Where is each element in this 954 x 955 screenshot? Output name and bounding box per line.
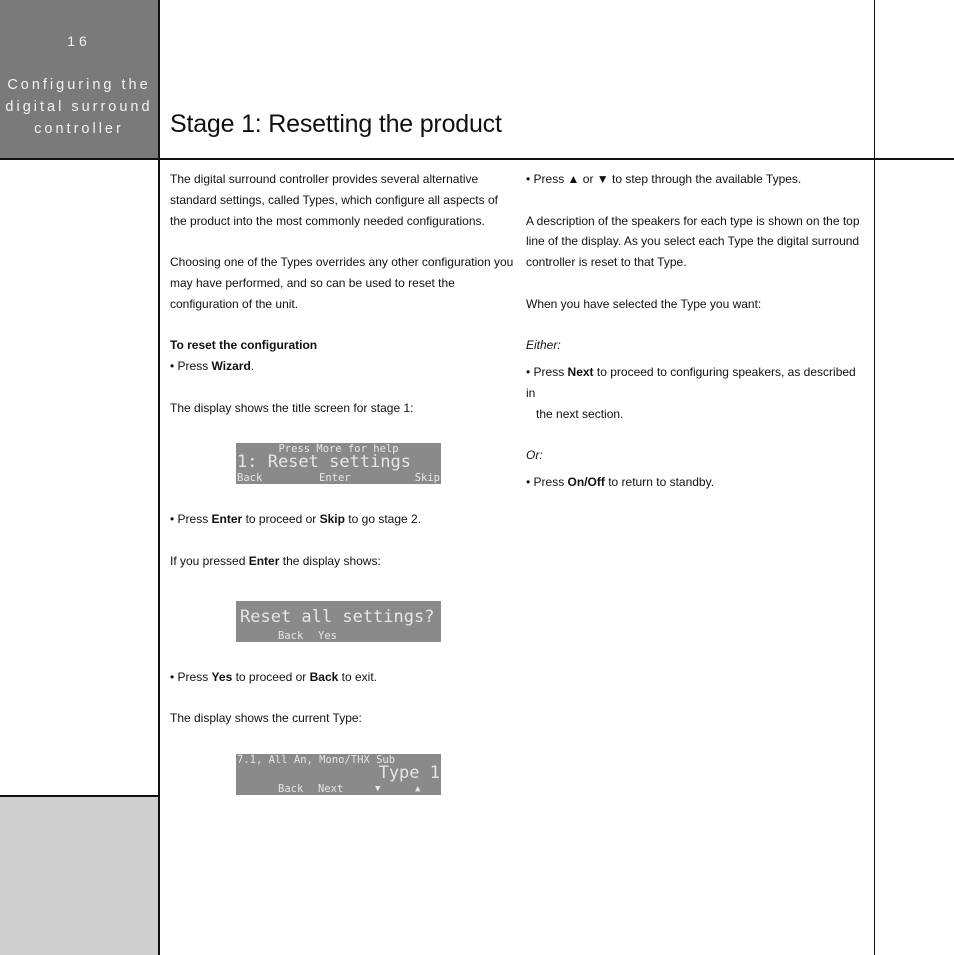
skip-key: Skip xyxy=(319,512,345,527)
lcd-back-label: Back xyxy=(278,783,304,796)
if-enter-paragraph: If you pressed Enter the display shows: xyxy=(170,553,381,568)
enter-key: Enter xyxy=(211,512,243,527)
down-arrow-icon: ▼ xyxy=(596,172,609,186)
section-title-line: Configuring the xyxy=(7,77,151,93)
when-paragraph: When you have selected the Type you want: xyxy=(526,296,762,311)
overrides-paragraph: Choosing one of the Types overrides any other configuration you may have performed, and so can be used to reset the configuration of the unit. xyxy=(170,255,514,311)
step-press-next-cont: the next section. xyxy=(536,406,624,421)
lcd-line-1: Press More for help xyxy=(278,443,399,456)
page-title: Stage 1: Resetting the product xyxy=(170,110,502,138)
lcd-line-2: 1: Reset settings xyxy=(237,452,411,473)
intro-paragraph: The digital surround controller provides several alternative standard settings, called Types, which configure all aspects of the product into the most commonly needed configurations. xyxy=(170,172,498,228)
lcd-reset-confirm xyxy=(236,601,441,642)
section-title xyxy=(0,74,158,140)
lcd-skip-label: Skip xyxy=(414,472,440,485)
back-key: Back xyxy=(309,669,339,684)
sidebar-rule xyxy=(0,795,159,797)
section-title-line: digital surround xyxy=(5,99,153,115)
lcd-current-type xyxy=(236,754,441,795)
lcd-back-label: Back xyxy=(278,629,304,642)
yes-key: Yes xyxy=(211,669,233,684)
display-caption-title: The display shows the title screen for stage 1: xyxy=(170,400,414,415)
either-label: Either: xyxy=(526,338,561,353)
lcd-back-label: Back xyxy=(237,472,263,485)
lcd-next-label: Next xyxy=(318,783,344,796)
reset-heading: To reset the configuration xyxy=(170,338,318,353)
step-press-next: • Press Next to proceed to configuring speakers, as described in xyxy=(526,365,856,400)
down-arrow-icon: ▼ xyxy=(375,784,381,795)
sidebar-header xyxy=(0,0,158,158)
lcd-yes-label: Yes xyxy=(318,629,337,642)
description-paragraph: A description of the speakers for each type is shown on the top line of the display. As you select each Type the digital surround controller is reset to that Type. xyxy=(526,213,860,270)
lcd-line-1: 7.1, All An, Mono/THX Sub xyxy=(237,754,396,767)
left-margin-rule xyxy=(158,0,160,955)
up-arrow-icon: ▲ xyxy=(415,784,421,795)
or-label: Or: xyxy=(526,448,543,463)
left-column xyxy=(170,169,515,795)
header-rule xyxy=(0,158,954,160)
lcd-line-2: Type 1 xyxy=(378,763,440,784)
section-title-line: controller xyxy=(34,121,124,137)
step-press-onoff: • Press On/Off to return to standby. xyxy=(526,475,715,490)
onoff-key: On/Off xyxy=(567,475,605,490)
step-arrows: • Press ▲ or ▼ to step through the available Types. xyxy=(526,172,802,186)
lcd-title-screen xyxy=(236,443,441,484)
wizard-key: Wizard xyxy=(211,359,251,374)
display-caption-type: The display shows the current Type: xyxy=(170,711,362,726)
lcd-enter-label: Enter xyxy=(319,472,351,485)
up-arrow-icon: ▲ xyxy=(567,172,580,186)
step-press-yes: • Press Yes to proceed or Back to exit. xyxy=(170,669,378,684)
next-key: Next xyxy=(567,365,594,380)
enter-key: Enter xyxy=(248,553,280,568)
step-press-enter: • Press Enter to proceed or Skip to go stage 2. xyxy=(170,512,422,527)
step-press-wizard: • Press Wizard. xyxy=(170,359,255,374)
lcd-line-2: Reset all settings? xyxy=(240,606,435,627)
right-margin-rule xyxy=(874,0,875,955)
page-number: 16 xyxy=(67,33,91,49)
right-column xyxy=(526,169,866,493)
sidebar-footer-block xyxy=(0,796,158,955)
